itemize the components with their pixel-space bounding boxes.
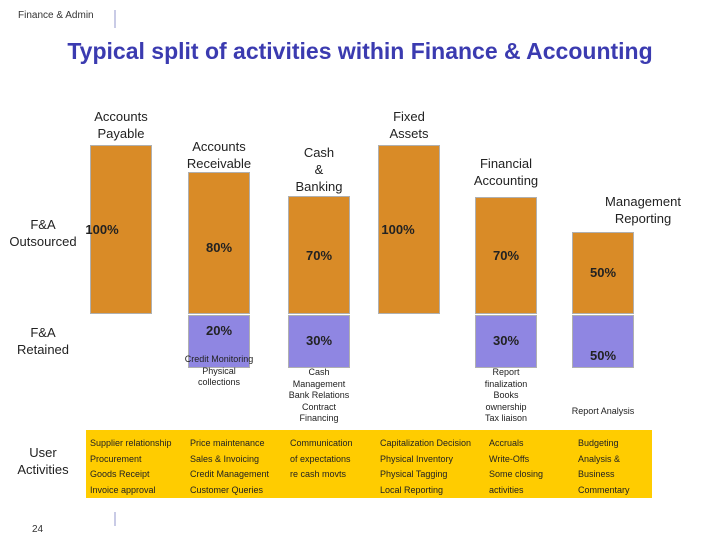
footer-divider xyxy=(114,512,116,526)
row-label-user-activities: User Activities xyxy=(17,445,69,477)
user-activity-item: Local Reporting xyxy=(380,485,444,495)
user-activity-item: Some closing xyxy=(489,469,544,479)
section-label: Finance & Admin xyxy=(18,10,94,21)
user-activity-item: activities xyxy=(489,485,524,495)
data-label-outsourced-cash-banking: 70% xyxy=(305,248,333,263)
row-label-outsourced: F&A Outsourced xyxy=(9,217,77,249)
user-activity-item: Procurement xyxy=(90,454,142,464)
retained-description-cash-banking: Cash Management Bank Relations Contract Financing xyxy=(288,367,350,423)
category-label-accounts-payable: Accounts Payable xyxy=(94,109,148,141)
user-activity-item: Commentary xyxy=(578,485,630,495)
retained-description-financial-accounting: Report finalization Books ownership Tax liaison xyxy=(484,367,528,423)
user-activity-item: Business xyxy=(578,469,615,479)
category-label-financial-accounting: Financial Accounting xyxy=(473,156,539,188)
user-activity-item: of expectations xyxy=(290,454,351,464)
user-activity-item: Write-Offs xyxy=(489,454,530,464)
user-activity-item: Customer Queries xyxy=(190,485,264,495)
user-activity-item: Price maintenance xyxy=(190,438,265,448)
category-label-cash-banking: Cash & Banking xyxy=(295,145,343,194)
data-label-outsourced-fixed-assets: 100% xyxy=(381,222,415,237)
data-label-retained-accounts-receivable: 20% xyxy=(205,323,233,338)
user-activity-item: Goods Receipt xyxy=(90,469,150,479)
data-label-outsourced-accounts-payable: 100% xyxy=(85,222,119,237)
page-title: Typical split of activities within Finance & Accounting xyxy=(67,38,653,64)
user-activity-item: Credit Management xyxy=(190,469,270,479)
user-activity-item: Communication xyxy=(290,438,353,448)
category-label-fixed-assets: Fixed Assets xyxy=(389,109,429,141)
user-activity-item: Supplier relationship xyxy=(90,438,172,448)
page-number: 24 xyxy=(32,524,44,535)
user-activity-item: Physical Inventory xyxy=(380,454,454,464)
user-activity-item: Accruals xyxy=(489,438,524,448)
user-activity-item: Physical Tagging xyxy=(380,469,448,479)
user-activity-item: Sales & Invoicing xyxy=(190,454,260,464)
user-activity-item: Analysis & xyxy=(578,454,621,464)
user-activity-item: Budgeting xyxy=(578,438,619,448)
row-label-retained: F&A Retained xyxy=(16,325,70,357)
header-divider xyxy=(114,10,116,28)
data-label-retained-management-reporting: 50% xyxy=(589,348,617,363)
category-label-management-reporting: Management Reporting xyxy=(605,194,681,226)
category-label-accounts-receivable: Accounts Receivable xyxy=(186,139,252,171)
user-activity-item: Capitalization Decision xyxy=(380,438,472,448)
data-label-outsourced-accounts-receivable: 80% xyxy=(205,240,233,255)
data-label-retained-cash-banking: 30% xyxy=(305,333,333,348)
user-activity-item: Invoice approval xyxy=(90,485,156,495)
user-activity-item: re cash movts xyxy=(290,469,347,479)
data-label-retained-financial-accounting: 30% xyxy=(492,333,520,348)
retained-description-management-reporting: Report Analysis xyxy=(571,406,635,416)
data-label-outsourced-management-reporting: 50% xyxy=(589,265,617,280)
data-label-outsourced-financial-accounting: 70% xyxy=(492,248,520,263)
retained-description-accounts-receivable: Credit Monitoring Physical collections xyxy=(184,354,254,387)
